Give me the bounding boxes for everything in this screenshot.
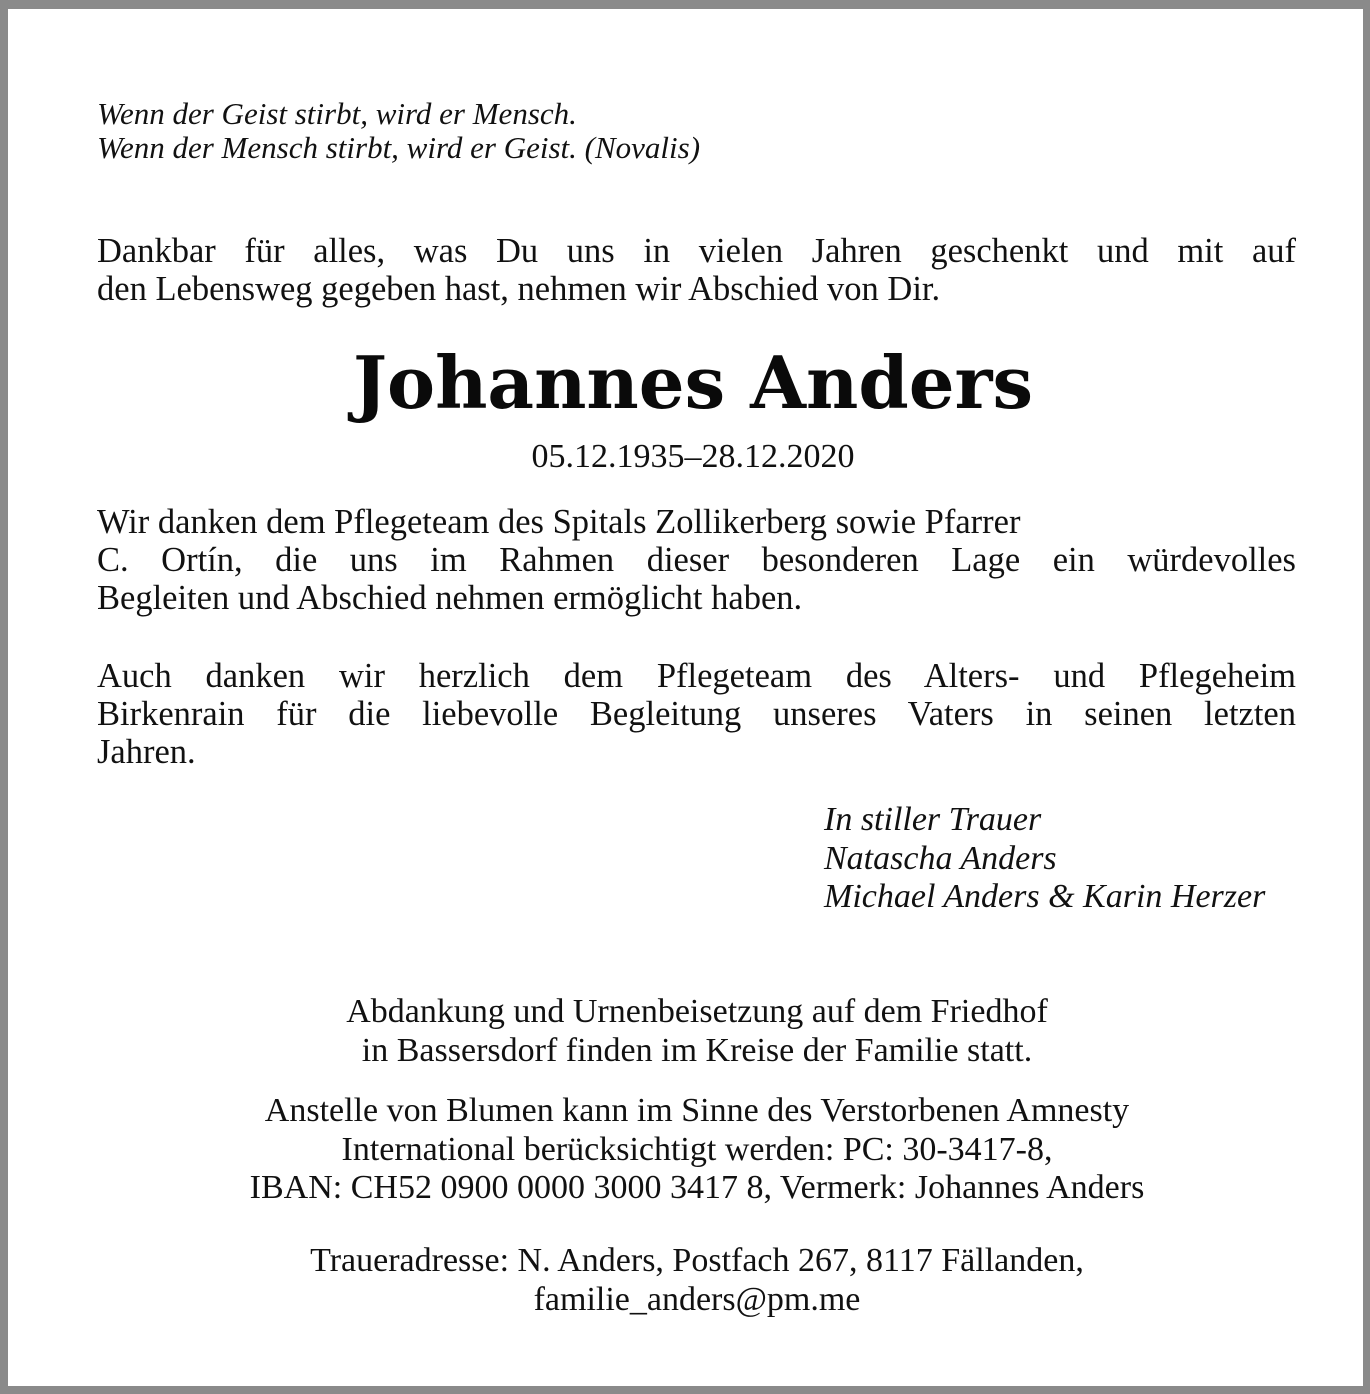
service-notice [48,993,1346,1070]
thanks-line: Auch danken wir herzlich dem Pflegeteam des Alters- und Pflegeheim [97,657,1296,695]
intro-line: den Lebensweg gegeben hast, nehmen wir Abschied von Dir. [97,270,941,308]
donation-notice [48,1092,1346,1208]
thanks-line: Begleiten und Abschied nehmen ermöglicht haben. [97,579,803,617]
mourning-address [48,1242,1346,1319]
thanks-line: Jahren. [97,733,196,771]
thanks-line: C. Ortín, die uns im Rahmen dieser besonderen Lage ein würdevolles [97,541,1296,579]
donation-line: International berücksichtigt werden: PC: 30-3417-8, [341,1130,1053,1168]
life-dates: 05.12.1935–28.12.2020 [531,438,855,475]
mourners-signature [824,801,1304,917]
service-line: Abdankung und Urnenbeisetzung auf dem Friedhof [346,993,1048,1030]
thanks-line: Wir danken dem Pflegeteam des Spitals Zollikerberg sowie Pfarrer [97,503,1021,541]
intro-paragraph [97,232,1296,308]
email-address: familie_anders@pm.me [533,1280,861,1318]
motto-line: Wenn der Geist stirbt, wird er Mensch. [97,96,577,131]
donation-line: Anstelle von Blumen kann im Sinne des Verstorbenen Amnesty [264,1092,1130,1129]
thanks-line: Birkenrain für die liebevolle Begleitung unseres Vaters in seinen letzten [97,695,1296,733]
motto-quote [97,97,997,165]
intro-line: Dankbar für alles, was Du uns in vielen Jahren geschenkt und mit auf [97,232,1296,270]
signature-line: Michael Anders & Karin Herzer [824,878,1266,915]
thanks-paragraph-hospital [97,503,1296,617]
signature-line: Natascha Anders [824,839,1057,877]
motto-line: Wenn der Mensch stirbt, wird er Geist. (Novalis) [97,130,701,165]
donation-line: IBAN: CH52 0900 0000 3000 3417 8, Vermerk: Johannes Anders [249,1169,1145,1206]
service-line: in Bassersdorf finden im Kreise der Familie statt. [361,1031,1033,1069]
thanks-paragraph-care-home [97,657,1296,771]
signature-line: In stiller Trauer [824,801,1042,838]
deceased-name: Johannes Anders [352,340,1034,425]
address-line: Traueradresse: N. Anders, Postfach 267, 8117 Fällanden, [310,1242,1084,1279]
